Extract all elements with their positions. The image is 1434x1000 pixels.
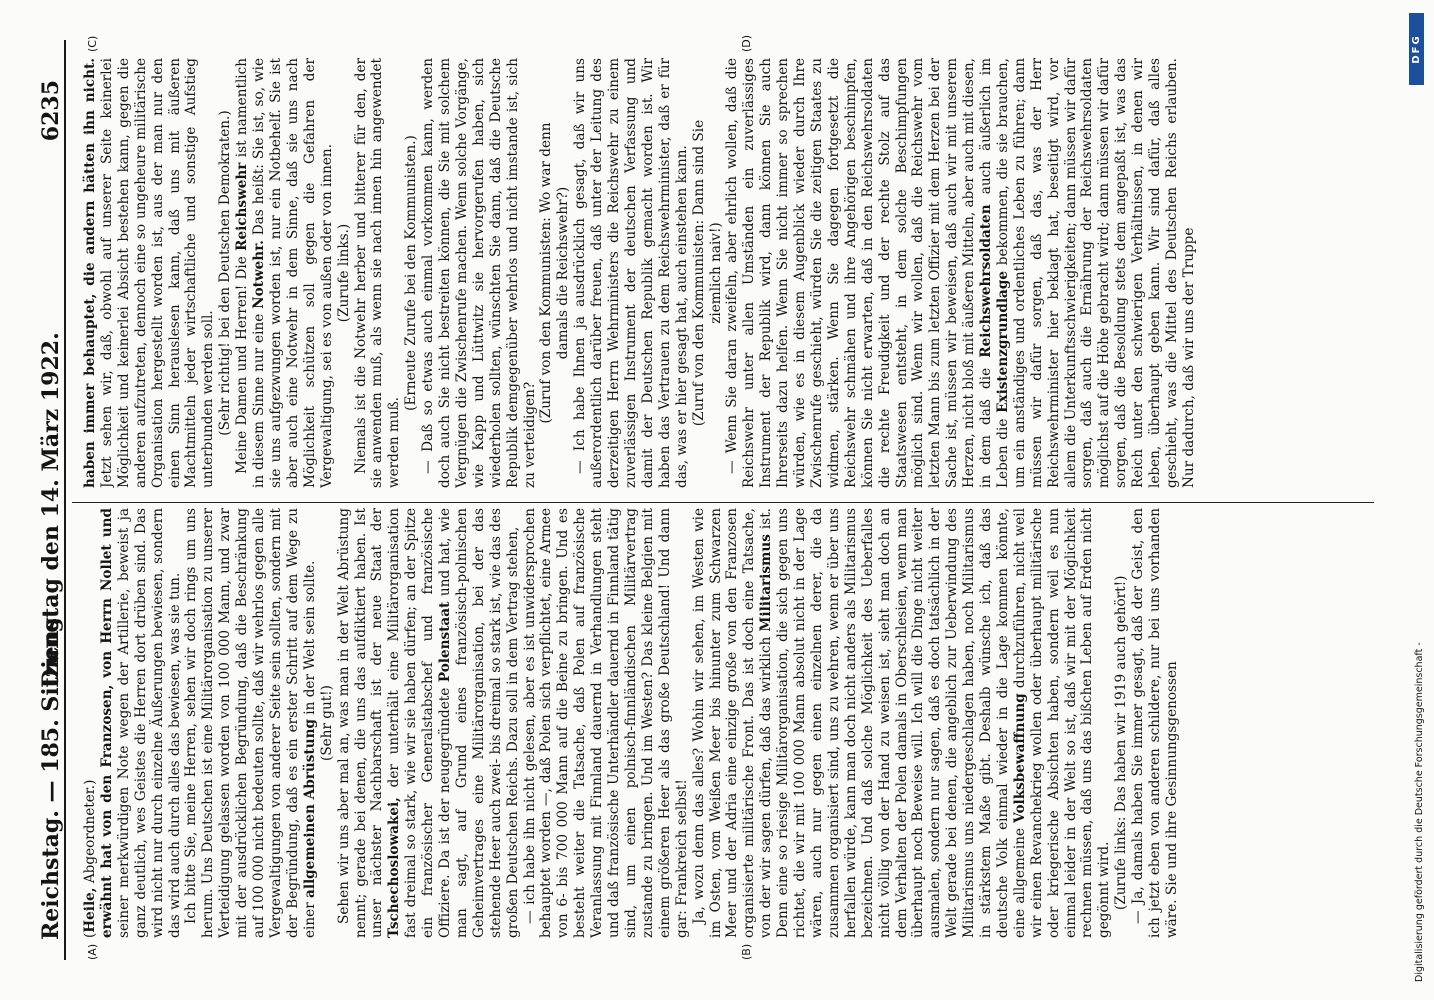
interjection: (Zurufe links.) <box>335 223 352 323</box>
bold-text: Tschechoslowakei, <box>386 797 403 938</box>
speaker-name: Heile, <box>82 887 98 933</box>
interjection: (Erneute Zurufe bei den Kommunisten.) <box>403 135 420 411</box>
text: Sehen wir uns aber mal an, was man in der Welt Abrüstung nennt; gerade bei denen, die uns das aufdiktiert haben. Ist unser nächster Nachbarschaft ist der neue Staat der <box>335 508 386 938</box>
margin-marker-b: (B) <box>740 943 753 960</box>
paragraph <box>336 508 522 938</box>
paragraph: — ich habe ihn nicht gelesen, aber es ist unwidersprochen behauptet worden —, daß Polen sich verpflichtet, eine Armee von 6- bis 700 000 Mann auf die Beine zu bringen. Und es besteht weiter die Tatsache, daß Polen auf französische Veranlassung mit Finnland dauernd in Verhandlungen steht und daß französische Unterhändler dauernd in Finnland tätig sind, um einen polnisch-finnländischen Militärvertrag zustande zu bringen. Und im Westen? Das kleine Belgien mit einem größeren Heer als das große Deutschland! Und dann gar: Frankreich selbst! <box>521 508 690 938</box>
paragraph <box>82 58 217 488</box>
bold-text: haben immer behauptet, die andern hätten ihn nicht. <box>82 58 98 488</box>
interjection: (Sehr richtig! bei den Deutschen Demokraten.) <box>217 110 234 436</box>
paragraph: — Daß so etwas auch einmal vorkommen kann, werden doch auch Sie nicht bestreiten können, die Sie mit solchem Vergnügen die Zwischenrufe machen. Wenn solche Vorgänge, wie Kapp und Lüttwitz sie hervorgerufen haben, sich wiederholen sollten, wünschten Sie dann, daß die Deutsche Republik demgegenüber wehrlos und nicht imstande ist, sich zu verteidigen? <box>420 58 538 488</box>
paragraph <box>99 508 184 938</box>
credit-rotated <box>1402 0 1432 1000</box>
bold-text: allgemeinen Abrüstung <box>301 719 318 898</box>
bold-text: Reichswehr <box>234 162 251 251</box>
paragraph <box>691 508 1114 938</box>
paragraph: — Ja, damals haben Sie immer gesagt, daß der Geist, den ich jetzt eben von anderen schildere, nur bei uns vorhanden wäre. Sie und ihre Gesinnungsgenossen <box>1130 508 1180 938</box>
header-page-number: 6235 <box>38 80 64 142</box>
text: Ich bitte Sie, meine Herren, sehen wir doch rings um uns herum. Uns Deutschen ist eine Militärorganisation zu unserer Verteidigung gelassen worden von 100 000 Mann, und zwar mit der ausdrücklichen Begründung, daß die Beschränkung auf 100 000 nicht bedeuten sollte, daß wir wehrlos gegen alle Vergewaltigungen von anderer Seite sein sollten, sondern mit der Begründung, daß es ein erster Schritt auf dem Wege zu einer <box>183 508 318 938</box>
text: ist namentlich in diesem Sinne nur eine <box>234 58 268 488</box>
paragraph <box>234 58 335 488</box>
margin-marker-c: (C) <box>86 35 99 52</box>
text: ist. Denn eine so riesige Militärorganisation, die sich gegen uns richtet, die wir mit 100 000 Mann absolut nicht in der Lage wären, auch nur gegen einen einzelnen derer, die da zusammen organisiert sind, uns zu wehren, wenn er über uns herfallen würde, kann man doch nicht anders als Militarismus bezeichnen. Und daß solche Möglichkeit des Ueberfalles nicht völlig von der Hand zu weisen ist, sieht man doch an dem Verhalten der Polen damals in Oberschlesien, wenn man überhaupt noch Beweise will. Ich will die Dinge nicht weiter ausmalen, sondern nur sagen, daß es doch tatsächlich in der Welt gerade bei denen, die angeblich zur Ueberwindung des Militarismus uns niedergeschlagen haben, noch Militarismus in stärkstem Maße gibt. Deshalb wünsche ich, daß das deutsche Volk einmal wieder in die Lage kommen könnte, eine allgemeine <box>758 508 1028 938</box>
bold-text: Existenzgrundlage <box>994 270 1011 413</box>
text: Jetzt sehen wir, daß, obwohl auf unserer Seite keinerlei Möglichkeit und keinerlei Absicht bestehen kann, gegen die anderen aufzutreten, dennoch eine so ungeheure militärische Organisation hergestellt worden ist, aus der man nur den einen Sinn herauslesen kann, daß uns mit äußeren Machtmitteln jeder wirtschaftliche und sonstige Aufstieg unterbunden werden soll. <box>98 58 217 488</box>
paragraph <box>183 508 318 938</box>
text: Ja, wozu denn das alles? Wohin wir sehen, im Westen wie im Osten, vom Weißen Meer bis hinunter zum Schwarzen Meer und der Adria eine einzige große von den Franzosen organisierte militärische Front. Das ist doch eine Tatsache, von der wir sagen dürfen, daß das wirklich <box>690 508 775 938</box>
bold-text: Militarismus <box>758 534 775 632</box>
text: Das heißt: Sie ist, so, wie sie uns aufgezwungen worden ist, nur ein Notbehelf. Sie ist aber auch eine Notwehr in dem Sinne, daß sie uns nach Möglichkeit schützen soll gegen die Gefahren der Vergewaltigung, sei es von außen oder von innen. <box>251 58 335 488</box>
credit-text: Digitalisierung gefördert durch die Deutsche Forschungsgemeinschaft - <box>1414 642 1425 982</box>
text: bekommen, die sie brauchen, um ein anständiges und ordentliches Leben zu führen; dann müssen wir dafür sorgen, daß das, was der Herr Reichswehrminister hier beklagt hat, beseitigt wird, vor allem die Unterkunftsschwierigkeiten; dann müssen wir dafür sorgen, daß auch die Ernährung der Reichswehrsoldaten möglichst auf die Höhe gebracht wird; dann müssen wir dafür sorgen, daß die Besoldung stets dem angepaßt ist, was das Reich unter den schwierigen Verhältnissen, in denen wir leben, überhaupt geben kann. Wir sind dafür, daß alles geschieht, was die Mittel des Deutschen Reichs erlauben. Nur dadurch, daß wir uns der Truppe <box>994 58 1197 488</box>
bold-text: Polenstaat <box>437 601 454 683</box>
header-date: Dienstag den 14. März 1922. <box>38 332 64 688</box>
right-column <box>82 58 1374 488</box>
digitization-credit <box>1402 0 1432 1000</box>
text: auch äußerlich im Leben die <box>978 58 1011 488</box>
paragraph <box>724 58 1197 488</box>
paragraph: Niemals ist die Notwehr herber und bitterer für den, der sie anwenden muß, als wenn sie nach innen hin angewendet werden muß. <box>352 58 403 488</box>
interjection: damals die Reichswehr?) <box>555 186 572 360</box>
text: in der Welt sein sollte. <box>301 560 318 715</box>
speaker-role: Abgeordneter.) <box>82 779 98 884</box>
header-session: Reichstag. — 185. Sitzung. <box>38 609 64 940</box>
text: durchzuführen, nicht weil wir einen Revanchekrieg wollen oder überhaupt militärische oder kriegerische Absichten haben, sondern weil es nun einmal leider in der Welt so ist, daß wir mit der Möglichkeit rechnen müssen, daß uns das bißchen Leben auf Erden nicht gegönnt wird. <box>1011 508 1113 938</box>
bold-text: Notwehr. <box>251 240 268 309</box>
margin-marker-d: (D) <box>740 34 753 52</box>
margin-marker-a: (A) <box>86 943 99 960</box>
interjection: ziemlich naiv!) <box>707 222 724 324</box>
interjection: (Zuruf von den Kommunisten: Wo war denn <box>538 122 555 424</box>
column-divider <box>72 502 1374 503</box>
speaker-line: (Heile, Abgeordneter.) <box>82 779 98 938</box>
interjection: (Sehr gut!) <box>318 685 335 761</box>
text: seiner merkwürdigen Note wegen der Artillerie, beweist ja ganz deutlich, wes Geistes die Herren dort drüben sind. Das wird nicht nur durch einzelne Äußerungen bewiesen, sondern das wird auch durch alles das bewiesen, was sie tun. <box>115 508 183 938</box>
text: der unterhält eine Militärorganisation fast dreimal so stark, wie wir sie haben dürfen; an der Spitze ein französischer Generalstabschef und französische Offiziere. Da ist der neugegründete <box>386 508 454 938</box>
text: — Wenn Sie daran zweifeln, aber ehrlich wollen, daß die Reichswehr unter allen Umständen ein zuverlässiges Instrument der Republik wird, dann können Sie auch Ihrerseits dazu helfen. Wenn Sie nicht immer so sprechen würden, wie es in diesem Augenblick wieder durch Ihre Zwischenrufe geschieht, würden Sie die zeitigen Staates zu widmen, stärken. Wenn Sie dagegen fortgesetzt die Reichswehr schmähen und ihre Angehörigen beschimpfen, können Sie nicht erwarten, daß in den Reichswehrsoldaten die rechte Freudigkeit und der rechte Stolz auf das Staatswesen entsteht, in dem solche Beschimpfungen möglich sind. Wenn wir wollen, daß die Reichswehr vom letzten Mann bis zum letzten Offizier mit dem Herzen bei der Sache ist, müssen wir beweisen, daß auch wir mit unserem Herzen, nicht bloß mit äußeren Mitteln, aber auch mit diesen, in dem daß die <box>724 58 995 488</box>
left-column <box>82 508 1374 938</box>
bold-text: Volksbewaffnung <box>1011 693 1028 823</box>
paragraph: — Ich habe Ihnen ja ausdrücklich gesagt, daß wir uns außerordentlich darüber freuen, daß unter der Leitung des derzeitigen Herrn Wehrministers die Reichswehr zu einem zuverlässigen Instrument der deutschen Verfassung und damit der Deutschen Republik gemacht worden ist. Wir haben das Vertrauen zu dem Reichswehrminister, daß er für das, was er hier gesagt hat, auch einstehen kann. <box>572 58 690 488</box>
dfg-logo: DFG <box>1409 13 1424 85</box>
text: Meine Damen und Herren! Die <box>234 256 251 474</box>
bold-text: erwähnt hat von den Franzosen, von Herrn Nollet und <box>98 508 115 938</box>
bold-text: Reichswehrsoldaten <box>978 204 995 358</box>
header-rule <box>64 40 66 960</box>
interjection: (Zurufe links: Das haben wir 1919 auch gehört!) <box>1113 575 1130 910</box>
interjection: (Zuruf von den Kommunisten: Dann sind Sie <box>690 119 707 427</box>
text: und hat, wie man sagt, auf Grund eines französisch-polnischen Geheimvertrages eine Militärorganisation, bei der das stehende Heer auch zwei- bis dreimal so stark ist, wie das des großen Deutschen Reichs. Dazu soll in dem Vertrag stehen, <box>437 508 521 938</box>
